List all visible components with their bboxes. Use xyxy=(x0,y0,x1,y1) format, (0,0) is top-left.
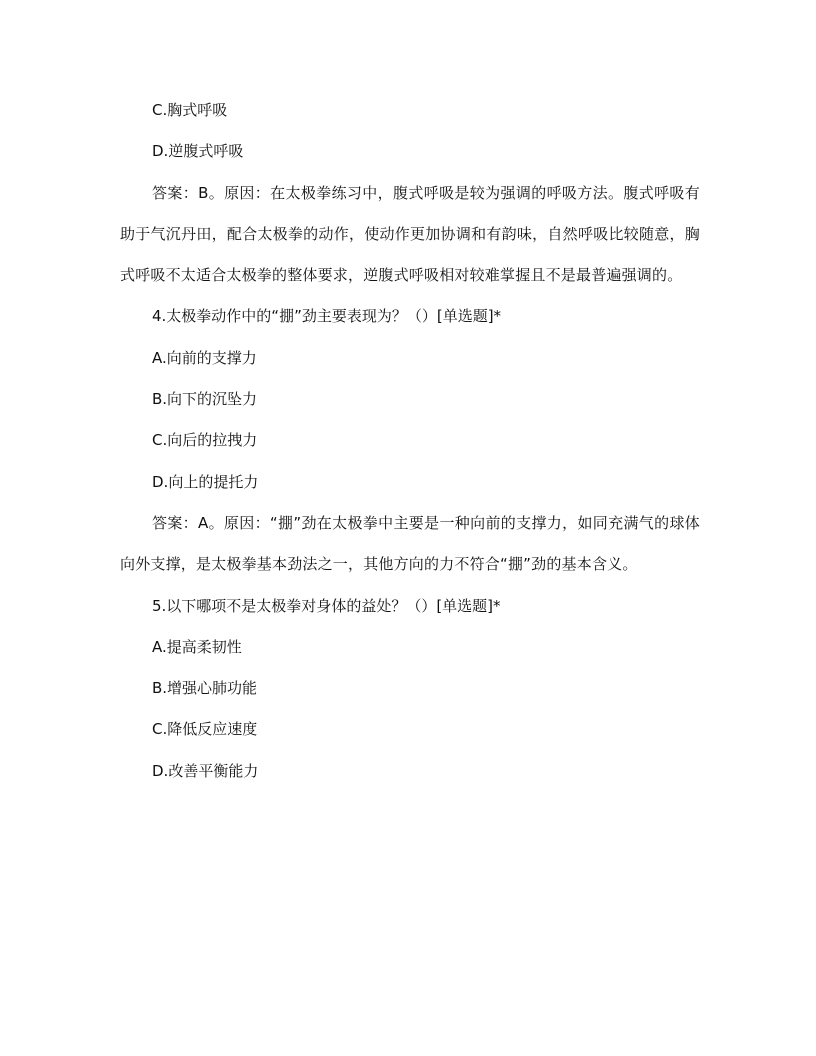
q4-option-b: B.向下的沉坠力 xyxy=(152,390,258,409)
q4-option-c: C.向后的拉拽力 xyxy=(152,431,258,450)
q4-answer: 答案：A。原因：“掤”劲在太极拳中主要是一种向前的支撑力，如同充满气的球体向外支撑，是太极拳基本劲法之一，其他方向的力不符合“掤”劲的基本含义。 xyxy=(120,513,700,574)
document-page xyxy=(120,90,700,792)
q5-option-c: C.降低反应速度 xyxy=(152,720,258,739)
q4-option-a: A.向前的支撑力 xyxy=(152,348,257,367)
q3-answer: 答案：B。原因：在太极拳练习中，腹式呼吸是较为强调的呼吸方法。腹式呼吸有助于气沉丹田，配合太极拳的动作，使动作更加协调和有韵味，自然呼吸比较随意，胸式呼吸不太适合太极拳的整体要求，逆腹式呼吸相对较难掌握且不是最普遍强调的。 xyxy=(120,183,700,285)
q5-question: 5.以下哪项不是太极拳对身体的益处？（）[单选题]* xyxy=(152,596,501,615)
q5-option-d: D.改善平衡能力 xyxy=(152,761,259,780)
q3-option-c: C.胸式呼吸 xyxy=(152,101,228,119)
q4-option-d: D.向上的提托力 xyxy=(152,472,259,491)
q5-option-b: B.增强心肺功能 xyxy=(152,679,258,698)
q3-option-d: D.逆腹式呼吸 xyxy=(152,142,244,161)
q5-option-a: A.提高柔韧性 xyxy=(152,637,242,656)
q4-question: 4.太极拳动作中的“掤”劲主要表现为？（）[单选题]* xyxy=(152,307,502,326)
